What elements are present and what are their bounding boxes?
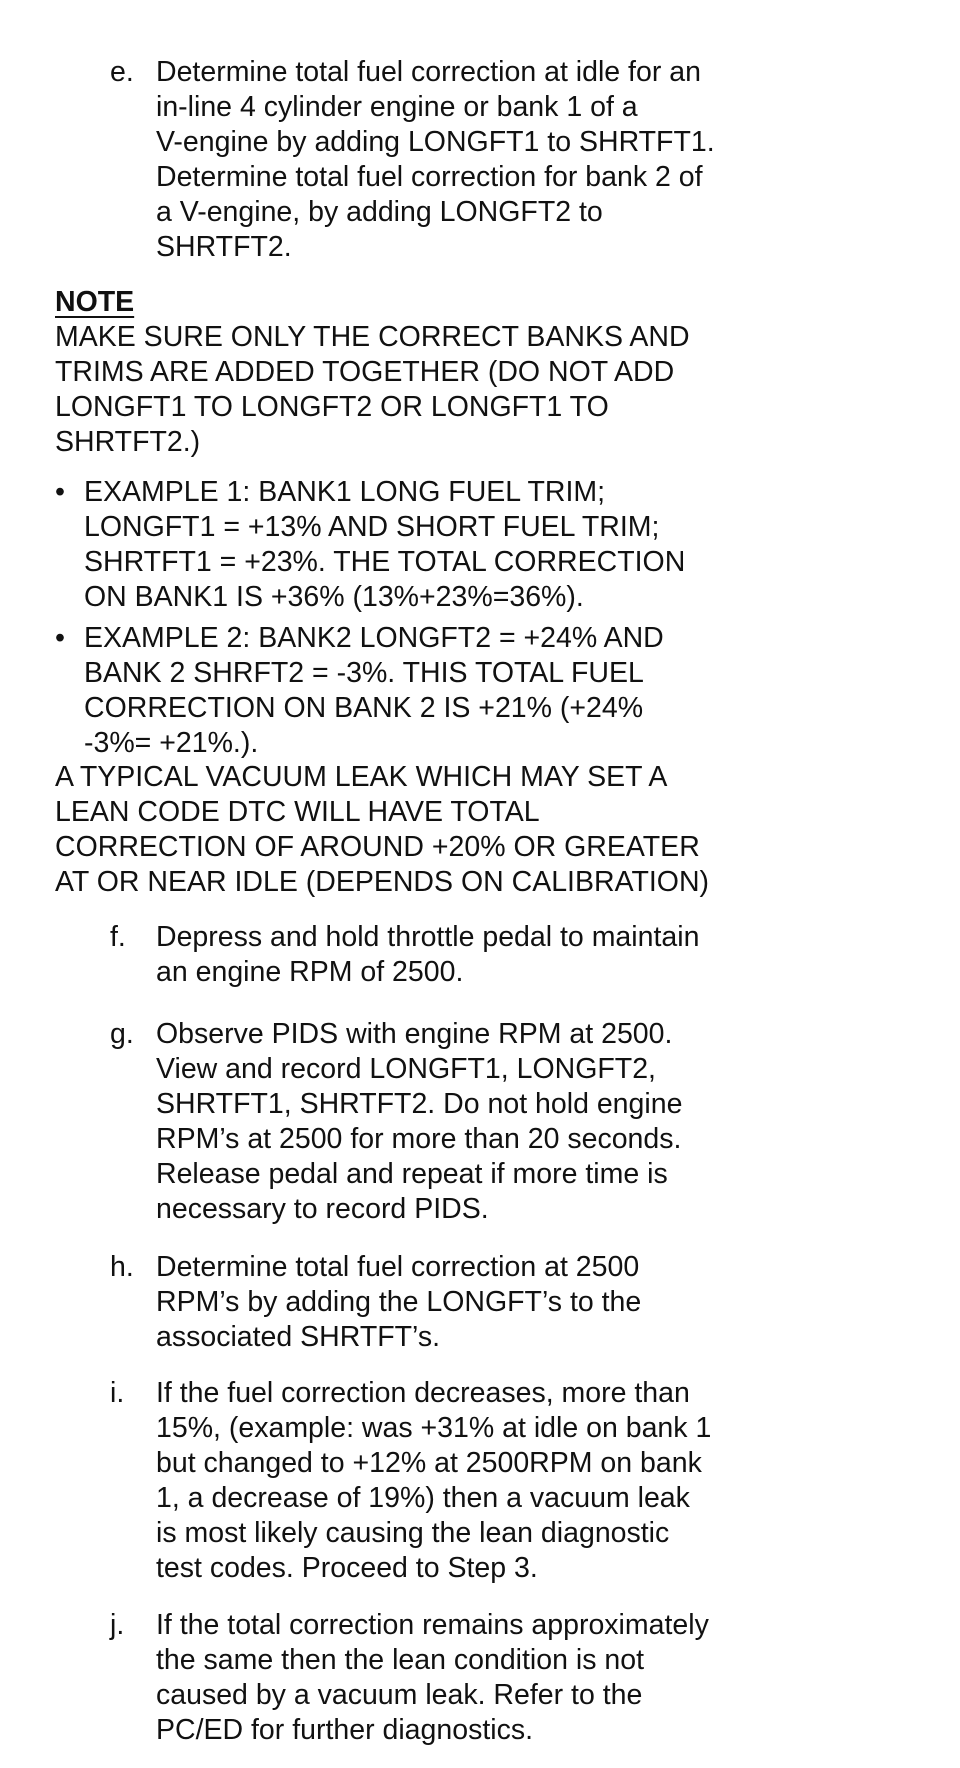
text-line: View and record LONGFT1, LONGFT2, (156, 1053, 656, 1085)
text-line: RPM’s at 2500 for more than 20 seconds. (156, 1123, 682, 1155)
text-line: PC/ED for further diagnostics. (156, 1714, 533, 1746)
step-label: e. (110, 56, 134, 88)
text-line: caused by a vacuum leak. Refer to the (156, 1679, 643, 1711)
text-line: SHRTFT1, SHRTFT2. Do not hold engine (156, 1088, 683, 1120)
text-line: EXAMPLE 2: BANK2 LONGFT2 = +24% AND (84, 622, 664, 654)
text-line: SHRTFT1 = +23%. THE TOTAL CORRECTION (84, 546, 686, 578)
text-line: a V-engine, by adding LONGFT2 to (156, 196, 603, 228)
step-text (156, 55, 770, 265)
text-line: but changed to +12% at 2500RPM on bank (156, 1447, 702, 1479)
step-text (156, 1376, 770, 1586)
step-text (156, 1250, 770, 1355)
note-heading: NOTE (55, 286, 135, 318)
text-line: Release pedal and repeat if more time is (156, 1158, 668, 1190)
text-line: Determine total fuel correction at 2500 (156, 1251, 640, 1283)
text-line: an engine RPM of 2500. (156, 956, 464, 988)
text-line: If the fuel correction decreases, more than (156, 1377, 690, 1409)
step-text (156, 1017, 770, 1227)
text-line: CORRECTION OF AROUND +20% OR GREATER (55, 831, 700, 863)
text-line: BANK 2 SHRFT2 = -3%. THIS TOTAL FUEL (84, 657, 644, 689)
text-line: 1, a decrease of 19%) then a vacuum leak (156, 1482, 690, 1514)
example-2 (55, 621, 755, 761)
text-line: LEAN CODE DTC WILL HAVE TOTAL (55, 796, 540, 828)
text-line: CORRECTION ON BANK 2 IS +21% (+24% (84, 692, 644, 724)
text-line: -3%= +21%.). (84, 727, 259, 759)
text-line: 15%, (example: was +31% at idle on bank 1 (156, 1412, 712, 1444)
text-line: TRIMS ARE ADDED TOGETHER (DO NOT ADD (55, 356, 675, 388)
text-line: SHRTFT2. (156, 231, 292, 263)
step-j (110, 1608, 770, 1748)
note-body (55, 320, 775, 460)
text-line: in-line 4 cylinder engine or bank 1 of a (156, 91, 638, 123)
step-i (110, 1376, 770, 1586)
step-label: g. (110, 1018, 134, 1050)
example-text (84, 621, 755, 761)
step-g (110, 1017, 770, 1227)
step-label: h. (110, 1251, 134, 1283)
step-e (110, 55, 770, 265)
text-line: necessary to record PIDS. (156, 1193, 489, 1225)
bullet-icon: • (55, 476, 65, 508)
step-h (110, 1250, 770, 1355)
text-line: V-engine by adding LONGFT1 to SHRTFT1. (156, 126, 715, 158)
example-text (84, 475, 755, 615)
text-line: RPM’s by adding the LONGFT’s to the (156, 1286, 642, 1318)
text-line: test codes. Proceed to Step 3. (156, 1552, 538, 1584)
text-line: Depress and hold throttle pedal to maintain (156, 921, 700, 953)
step-label: i. (110, 1377, 125, 1409)
bullet-icon: • (55, 622, 65, 654)
text-line: A TYPICAL VACUUM LEAK WHICH MAY SET A (55, 761, 668, 793)
vacuum-leak-note (55, 760, 775, 900)
step-text (156, 920, 770, 990)
text-line: Observe PIDS with engine RPM at 2500. (156, 1018, 673, 1050)
step-f (110, 920, 770, 990)
text-line: EXAMPLE 1: BANK1 LONG FUEL TRIM; (84, 476, 606, 508)
text-line: Determine total fuel correction for bank 2 of (156, 161, 703, 193)
step-label: f. (110, 921, 126, 953)
text-line: ON BANK1 IS +36% (13%+23%=36%). (84, 581, 584, 613)
text-line: the same then the lean condition is not (156, 1644, 644, 1676)
text-line: is most likely causing the lean diagnostic (156, 1517, 670, 1549)
text-line: AT OR NEAR IDLE (DEPENDS ON CALIBRATION) (55, 866, 710, 898)
text-line: LONGFT1 = +13% AND SHORT FUEL TRIM; (84, 511, 660, 543)
text-line: Determine total fuel correction at idle for an (156, 56, 701, 88)
step-label: j. (110, 1609, 125, 1641)
text-line: associated SHRTFT’s. (156, 1321, 441, 1353)
text-line: LONGFT1 TO LONGFT2 OR LONGFT1 TO (55, 391, 609, 423)
text-line: MAKE SURE ONLY THE CORRECT BANKS AND (55, 321, 690, 353)
text-line: SHRTFT2.) (55, 426, 201, 458)
step-text (156, 1608, 770, 1748)
text-line: If the total correction remains approximately (156, 1609, 709, 1641)
example-1 (55, 475, 755, 615)
